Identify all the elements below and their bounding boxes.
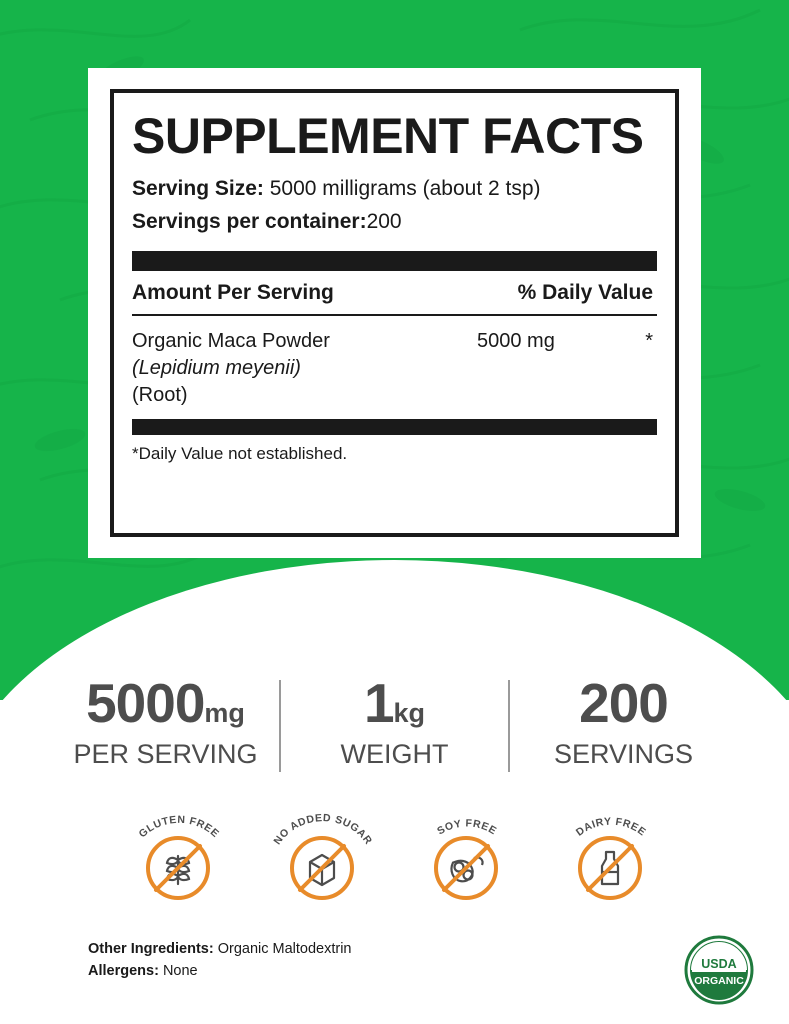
allergens-label: Allergens: (88, 963, 159, 980)
other-ingredients-label: Other Ingredients: (88, 941, 214, 957)
serving-size-row (132, 175, 657, 203)
certification-badges (0, 810, 789, 920)
servings-per-container-label: Servings per container: (132, 210, 367, 234)
supplement-facts-box (110, 89, 679, 537)
badge-label-text: NO ADDED SUGAR (270, 812, 375, 847)
daily-value-footnote: *Daily Value not established. (132, 443, 348, 463)
milk-bottle-icon (576, 834, 644, 902)
allergens-row (88, 960, 352, 982)
supplement-facts-panel (88, 68, 701, 558)
serving-size-label: Serving Size: (132, 177, 264, 200)
stat-number: 5000 (86, 672, 205, 734)
badge-label-text: GLUTEN FREE (136, 813, 221, 841)
stat-per-serving (58, 672, 273, 770)
other-ingredients-value: Organic Maltodextrin (217, 941, 352, 957)
usda-seal-line2: ORGANIC (694, 975, 744, 987)
badge-gluten-free (124, 810, 234, 920)
stat-label-servings: SERVINGS (553, 739, 694, 769)
serving-size-value: 5000 milligrams (about 2 tsp) (269, 177, 541, 200)
soy-bean-icon (432, 834, 500, 902)
nutrient-name: Organic Maca Powder (132, 329, 330, 352)
stat-weight (287, 672, 502, 770)
stat-unit: kg (393, 698, 426, 728)
badge-label-text: DAIRY FREE (573, 815, 648, 839)
stat-divider-2 (508, 680, 510, 772)
allergens-value: None (162, 963, 198, 980)
bottom-ingredient-text (88, 938, 352, 983)
usda-organic-seal-icon (683, 934, 755, 1006)
nutrient-daily-value: * (645, 329, 653, 352)
stat-unit: mg (204, 698, 245, 728)
nutrient-amount: 5000 mg (477, 329, 555, 352)
stat-value-weight (287, 672, 502, 734)
stat-servings (516, 672, 731, 770)
servings-per-container-row (132, 208, 657, 236)
nutrient-latin-name: (Lepidium meyenii) (132, 356, 301, 379)
thick-rule-top (132, 251, 657, 271)
stat-divider-1 (279, 680, 281, 772)
column-header-daily-value: % Daily Value (517, 280, 653, 304)
servings-per-container-value: 200 (366, 210, 402, 234)
badge-no-added-sugar (268, 810, 378, 920)
stat-number: 1 (363, 672, 394, 734)
column-header-amount: Amount Per Serving (132, 280, 334, 304)
stat-label-per-serving: PER SERVING (73, 739, 258, 769)
stat-label-weight: WEIGHT (340, 739, 449, 769)
sugar-cube-icon (288, 834, 356, 902)
badge-dairy-free (556, 810, 666, 920)
badge-label-text: SOY FREE (434, 817, 499, 838)
usda-seal-line1: USDA (701, 957, 737, 971)
badge-soy-free (412, 810, 522, 920)
nutrient-plant-part: (Root) (132, 383, 188, 406)
stat-number: 200 (579, 672, 668, 734)
other-ingredients-row (88, 938, 352, 960)
stats-row (0, 672, 789, 772)
supplement-facts-title: SUPPLEMENT FACTS (132, 108, 644, 164)
table-header-row (132, 271, 657, 316)
stat-value-per-serving (58, 672, 273, 734)
wheat-icon (144, 834, 212, 902)
thick-rule-bottom (132, 419, 657, 435)
table-row (132, 316, 657, 419)
stat-value-servings (516, 672, 731, 734)
